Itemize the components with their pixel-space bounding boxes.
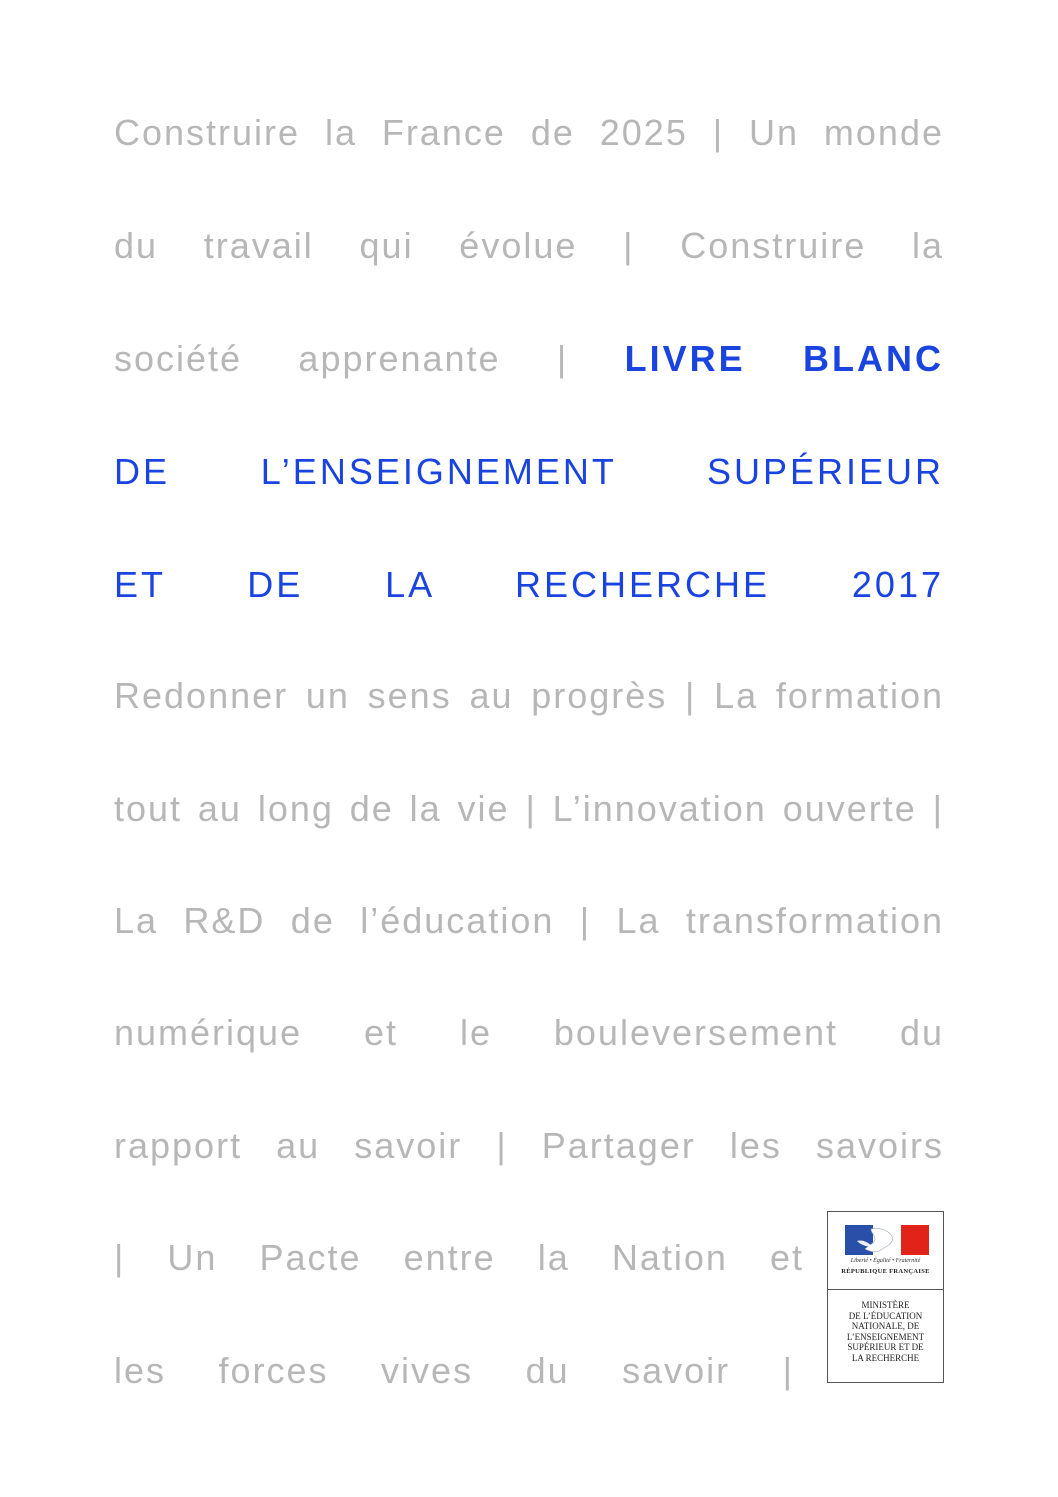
republic-motto: Liberté • Égalité • Fraternité <box>850 1258 921 1264</box>
ministry-name: MINISTÈRE DE L’ÉDUCATION NATIONALE, DE L’ENSEIGNEMENT SUPÉRIEUR ET DE LA RECHERCHE <box>846 1300 925 1363</box>
theme-line-4: Redonner un sens au progrès | La formation <box>114 675 944 716</box>
theme-line-8: rapport au savoir | Partager les savoirs <box>114 1125 944 1166</box>
theme-line-5: tout au long de la vie | L’innovation ouverte | <box>114 788 944 829</box>
title-line-1: LIVRE BLANC <box>624 338 944 379</box>
theme-line-2: du travail qui évolue | Construire la <box>114 225 944 266</box>
theme-line-10: les forces vives du savoir | <box>114 1350 794 1391</box>
theme-line-7: numérique et le bouleversement du <box>114 1012 944 1053</box>
title-line-2: DE L’ENSEIGNEMENT SUPÉRIEUR <box>114 451 944 492</box>
theme-line-9: | Un Pacte entre la Nation et <box>114 1237 804 1278</box>
marianne-flag-icon <box>845 1225 929 1255</box>
ministry-logo <box>827 1211 944 1383</box>
theme-line-1: Construire la France de 2025 | Un monde <box>114 112 944 153</box>
theme-line-3 <box>114 329 944 389</box>
title-line-3: ET DE LA RECHERCHE 2017 <box>114 564 944 605</box>
theme-line-3-grey: société apprenante | <box>114 338 625 379</box>
marianne-block <box>828 1212 943 1290</box>
republic-name: RÉPUBLIQUE FRANÇAISE <box>841 1268 930 1275</box>
theme-line-6: La R&D de l’éducation | La transformation <box>114 900 944 941</box>
